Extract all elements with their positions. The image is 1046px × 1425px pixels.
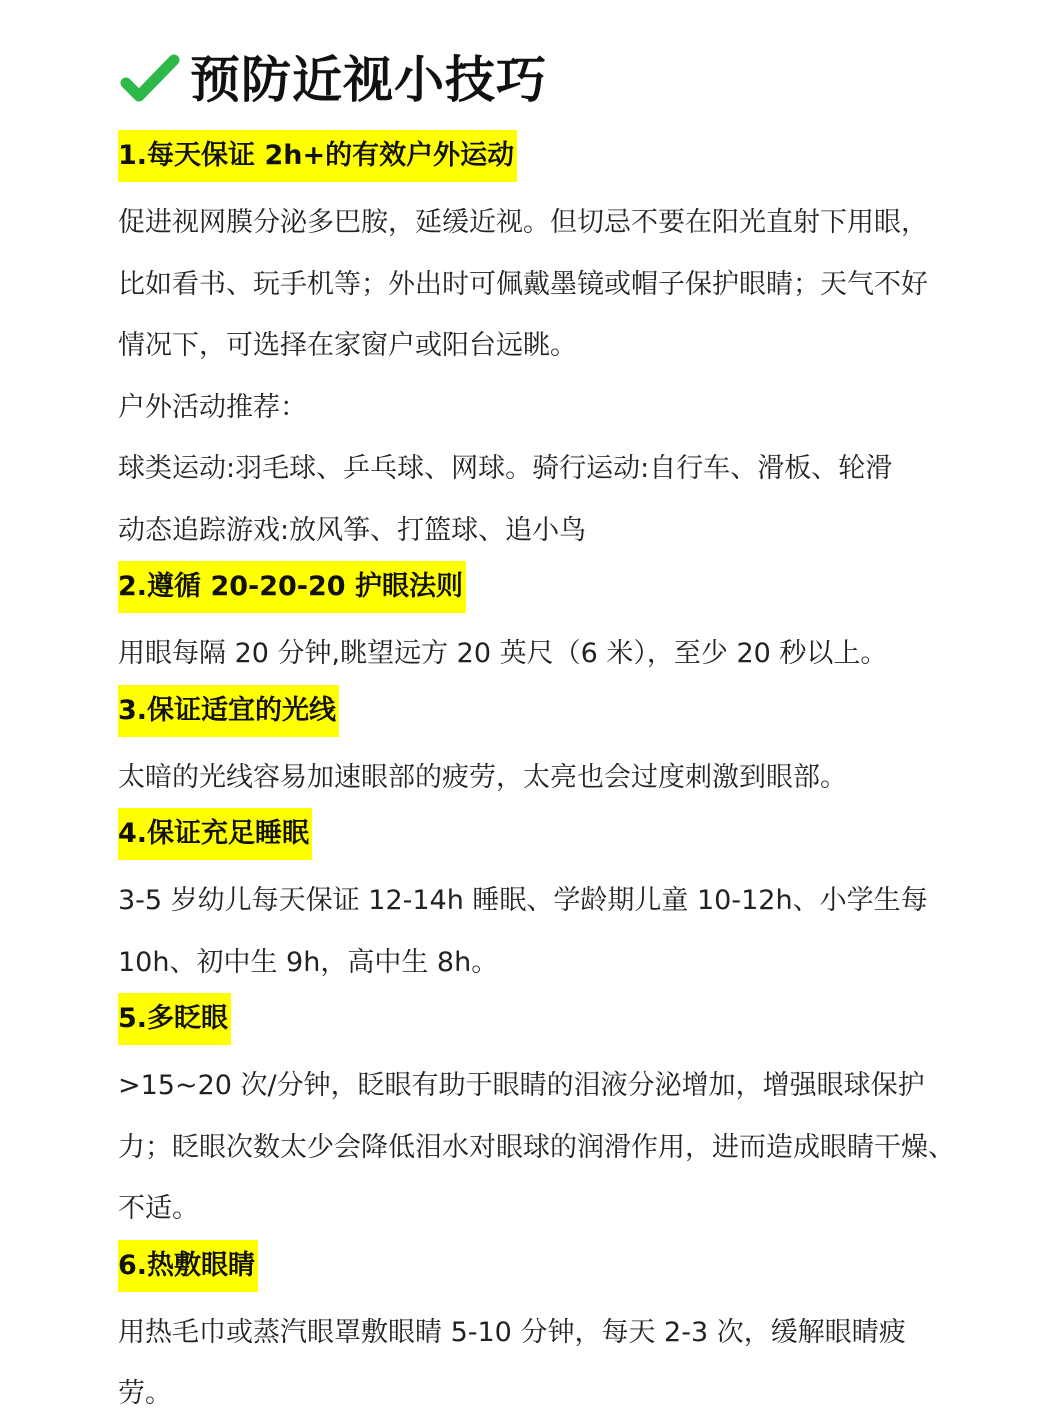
section-outdoor-exercise: [118, 130, 958, 561]
paragraph-line: >15~20 次/分钟，眨眼有助于眼睛的泪液分泌增加，增强眼球保护: [118, 1070, 925, 1101]
section-blink-more: [118, 993, 958, 1240]
section-proper-lighting: [118, 685, 958, 809]
paragraph-line: 太暗的光线容易加速眼部的疲劳，太亮也会过度刺激到眼部。: [118, 761, 847, 793]
page-title: 预防近视小技巧: [190, 51, 547, 109]
paragraph-line: 比如看书、玩手机等；外出时可佩戴墨镜或帽子保护眼睛；天气不好: [118, 268, 928, 300]
paragraph-line: 动态追踪游戏:放风筝、打篮球、追小鸟: [118, 514, 587, 546]
paragraph-line: 户外活动推荐：: [118, 391, 307, 423]
paragraph-line: 3-5 岁幼儿每天保证 12-14h 睡眠、学龄期儿童 10-12h、小学生每: [118, 885, 928, 916]
paragraph-line: 力；眨眼次数太少会降低泪水对眼球的润滑作用，进而造成眼睛干燥、: [118, 1131, 955, 1163]
section-heading: 3.保证适宜的光线: [118, 685, 339, 737]
section-warm-compress: [118, 1240, 958, 1425]
content: [118, 130, 958, 1425]
section-heading: 6.热敷眼睛: [118, 1240, 258, 1292]
section-heading: 2.遵循 20-20-20 护眼法则: [118, 561, 466, 613]
paragraph-line: 促进视网膜分泌多巴胺，延缓近视。但切忌不要在阳光直射下用眼，: [118, 207, 928, 238]
section-20-20-20-rule: [118, 561, 958, 685]
section-sufficient-sleep: [118, 808, 958, 993]
title-row: [120, 40, 547, 120]
paragraph-line: 用眼每隔 20 分钟,眺望远方 20 英尺（6 米），至少 20 秒以上。: [118, 638, 888, 669]
paragraph-line: 情况下，可选择在家窗户或阳台远眺。: [118, 330, 577, 361]
paragraph-line: 不适。: [118, 1193, 199, 1224]
section-heading: 4.保证充足睡眠: [118, 808, 312, 860]
section-heading: 5.多眨眼: [118, 993, 231, 1045]
paragraph-line: 球类运动:羽毛球、乒乓球、网球。骑行运动:自行车、滑板、轮滑: [118, 453, 893, 484]
paragraph-line: 10h、初中生 9h，高中生 8h。: [118, 946, 499, 978]
check-mark-icon: [120, 50, 180, 110]
paragraph-line: 用热毛巾或蒸汽眼罩敷眼睛 5-10 分钟，每天 2-3 次，缓解眼睛疲劳。: [118, 1316, 906, 1409]
section-heading: 1.每天保证 2h+的有效户外运动: [118, 130, 517, 182]
